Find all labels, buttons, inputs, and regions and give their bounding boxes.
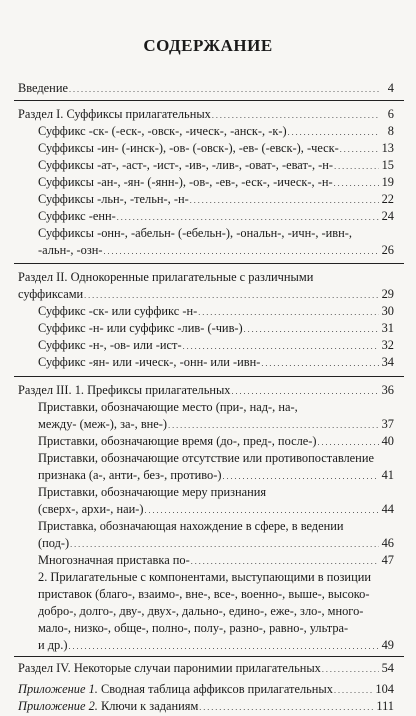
toc-entry-text: Раздел III. 1. Префиксы прилагательных — [18, 383, 231, 397]
toc-entry-text: Приставки, обозначающие место (при-, над-, на-, — [38, 400, 298, 414]
toc-entry — [38, 337, 394, 355]
toc-section-3 — [18, 382, 394, 400]
toc-section-1 — [18, 106, 394, 124]
toc-section-2-text: Раздел II. Однокоренные прилагательные с различными — [18, 270, 314, 284]
section-divider — [14, 263, 404, 264]
toc-entry-text: Ключи к заданиям — [100, 699, 199, 713]
toc-page-number: 24 — [381, 209, 394, 223]
toc-leader — [199, 698, 375, 716]
toc-entry-text: Суффиксы -онн-, -абельн- (-ебельн-), -ональн-, -ичн-, -ивн-, — [38, 226, 353, 240]
toc-entry — [38, 467, 394, 485]
toc-page-number: 13 — [381, 141, 394, 155]
toc-section-2 — [18, 286, 394, 304]
toc-page-number: 41 — [381, 468, 394, 482]
toc-entry — [38, 320, 394, 338]
toc-entry-text: Суффиксы -льн-, -тельн-, -н- — [38, 192, 189, 206]
appendix-label: Приложение 2. — [18, 699, 98, 713]
toc-page-number: 4 — [387, 81, 394, 95]
toc-page-number: 111 — [376, 699, 394, 713]
toc-leader — [68, 637, 379, 655]
section-divider — [14, 376, 404, 377]
toc-entry-text: между- (меж-), за-, вне-) — [38, 417, 168, 431]
toc-page-number: 15 — [381, 158, 394, 172]
toc-entry — [38, 535, 394, 553]
toc-entry — [38, 191, 394, 209]
toc-entry-text: Приставки, обозначающие время (до-, пред-, после-) — [38, 434, 317, 448]
toc-entry — [38, 433, 394, 451]
toc-leader — [244, 320, 379, 338]
toc-page-number: 54 — [381, 661, 394, 675]
toc-entry-text: Суффикс -ск- или суффикс -н- — [38, 304, 198, 318]
section-divider — [14, 100, 404, 101]
toc-entry — [38, 140, 394, 158]
toc-leader — [318, 433, 379, 451]
toc-leader — [334, 174, 379, 192]
toc-leader — [104, 242, 380, 260]
toc-leader — [191, 552, 379, 570]
toc-leader — [70, 535, 379, 553]
toc-entry — [38, 552, 394, 570]
toc-entry-text: (под-) — [38, 536, 70, 550]
toc-entry — [38, 637, 394, 655]
toc-leader — [340, 140, 379, 158]
toc-entry — [38, 303, 394, 321]
toc-leader — [261, 354, 379, 372]
toc-page-number: 37 — [381, 417, 394, 431]
toc-entry-text: Суффикс -ян- или -ическ-, -онн- или -ивн- — [38, 355, 261, 369]
section-divider — [14, 656, 404, 657]
toc-page-number: 47 — [381, 553, 394, 567]
toc-page-number: 29 — [381, 287, 394, 301]
page-title: СОДЕРЖАНИЕ — [143, 36, 273, 55]
toc-entry-text: мало-, низко-, обще-, полно-, полу-, разно-, равно-, ультра- — [38, 621, 349, 635]
toc-appendix-1 — [18, 681, 394, 699]
toc-leader — [222, 467, 379, 485]
toc-page-number: 6 — [387, 107, 394, 121]
toc-leader — [322, 660, 379, 678]
toc-entry-text: Раздел IV. Некоторые случаи паронимии прилагательных — [18, 661, 321, 675]
toc-entry-text: -альн-, -озн- — [38, 243, 103, 257]
toc-entry — [38, 416, 394, 434]
toc-entry-text: (сверх-, архи-, наи-) — [38, 502, 144, 516]
toc-entry-text: Суффикс -ск- (-еск-, -овск-, -ическ-, -анск-, -к-) — [38, 124, 287, 138]
toc-entry-text: 2. Прилагательные с компонентами, выступающими в позиции — [38, 570, 371, 584]
toc-leader — [168, 416, 379, 434]
toc-page-number: 40 — [381, 434, 394, 448]
toc-entry-text: и др.) — [38, 638, 68, 652]
toc-page-number: 44 — [381, 502, 394, 516]
toc-entry-text: признака (а-, анти-, без-, противо-) — [38, 468, 222, 482]
toc-entry-text: Приставки, обозначающие отсутствие или противопоставление — [38, 451, 374, 465]
toc-entry-text: Многозначная приставка по- — [38, 553, 190, 567]
toc-entry — [38, 157, 394, 175]
toc-leader — [117, 208, 379, 226]
toc-page-number: 49 — [381, 638, 394, 652]
toc-leader — [144, 501, 379, 519]
toc-entry-intro — [18, 80, 394, 98]
toc-entry — [38, 208, 394, 226]
toc-page-number: 30 — [381, 304, 394, 318]
toc-page-number: 22 — [381, 192, 394, 206]
toc-appendix-2 — [18, 698, 394, 716]
toc-page-number: 26 — [381, 243, 394, 257]
toc-entry-text: добро-, долго-, дву-, двух-, дально-, едино-, еже-, зло-, много- — [38, 604, 364, 618]
toc-leader — [198, 303, 379, 321]
toc-entry-text: приставок (благо-, взаимо-, вне-, все-, военно-, выше-, высоко- — [38, 587, 370, 601]
toc-page-number: 46 — [381, 536, 394, 550]
toc-leader — [183, 337, 379, 355]
toc-entry-text: Приставки, обозначающие меру признания — [38, 485, 267, 499]
toc-page-number: 36 — [381, 383, 394, 397]
toc-entry — [38, 174, 394, 192]
toc-entry-text: Сводная таблица аффиксов прилагательных — [100, 682, 333, 696]
toc-entry-text: Суффикс -н- или суффикс -лив- (-чив-) — [38, 321, 243, 335]
toc-page-number: 34 — [381, 355, 394, 369]
appendix-label: Приложение 1. — [18, 682, 98, 696]
toc-leader — [212, 106, 379, 124]
toc-page-number: 8 — [387, 124, 394, 138]
toc-entry-text: Введение — [18, 81, 68, 95]
toc-section-4 — [18, 660, 394, 678]
toc-entry-text: Суффиксы -ат-, -аст-, -ист-, -ив-, -лив-, -оват-, -еват-, -н- — [38, 158, 334, 172]
toc-entry-text: Приставка, обозначающая нахождение в сфере, в ведении — [38, 519, 344, 533]
toc-page-number: 32 — [381, 338, 394, 352]
toc-entry — [38, 501, 394, 519]
toc-leader — [84, 286, 379, 304]
toc-entry-text: Суффиксы -ан-, -ян- (-янн-), -ов-, -ев-, -еск-, -ическ-, -н- — [38, 175, 333, 189]
toc-leader — [69, 80, 379, 98]
toc-entry — [38, 242, 394, 260]
toc-page-number: 31 — [381, 321, 394, 335]
toc-page-number: 104 — [375, 682, 394, 696]
toc-leader — [334, 681, 374, 699]
toc-leader — [334, 157, 379, 175]
toc-entry-text: Суффикс -н-, -ов- или -ист- — [38, 338, 182, 352]
toc-leader — [190, 191, 379, 209]
toc-page-number: 19 — [381, 175, 394, 189]
toc-entry — [38, 354, 394, 372]
toc-entry-text: Суффикс -енн- — [38, 209, 116, 223]
toc-entry-text: Суффиксы -ин- (-инск-), -ов- (-овск-), -ев- (-евск-), -ческ- — [38, 141, 339, 155]
toc-leader — [232, 382, 380, 400]
toc-leader — [288, 123, 379, 141]
toc-entry-text: Раздел I. Суффиксы прилагательных — [18, 107, 211, 121]
toc-entry — [38, 123, 394, 141]
toc-entry-text: суффиксами — [18, 287, 84, 301]
